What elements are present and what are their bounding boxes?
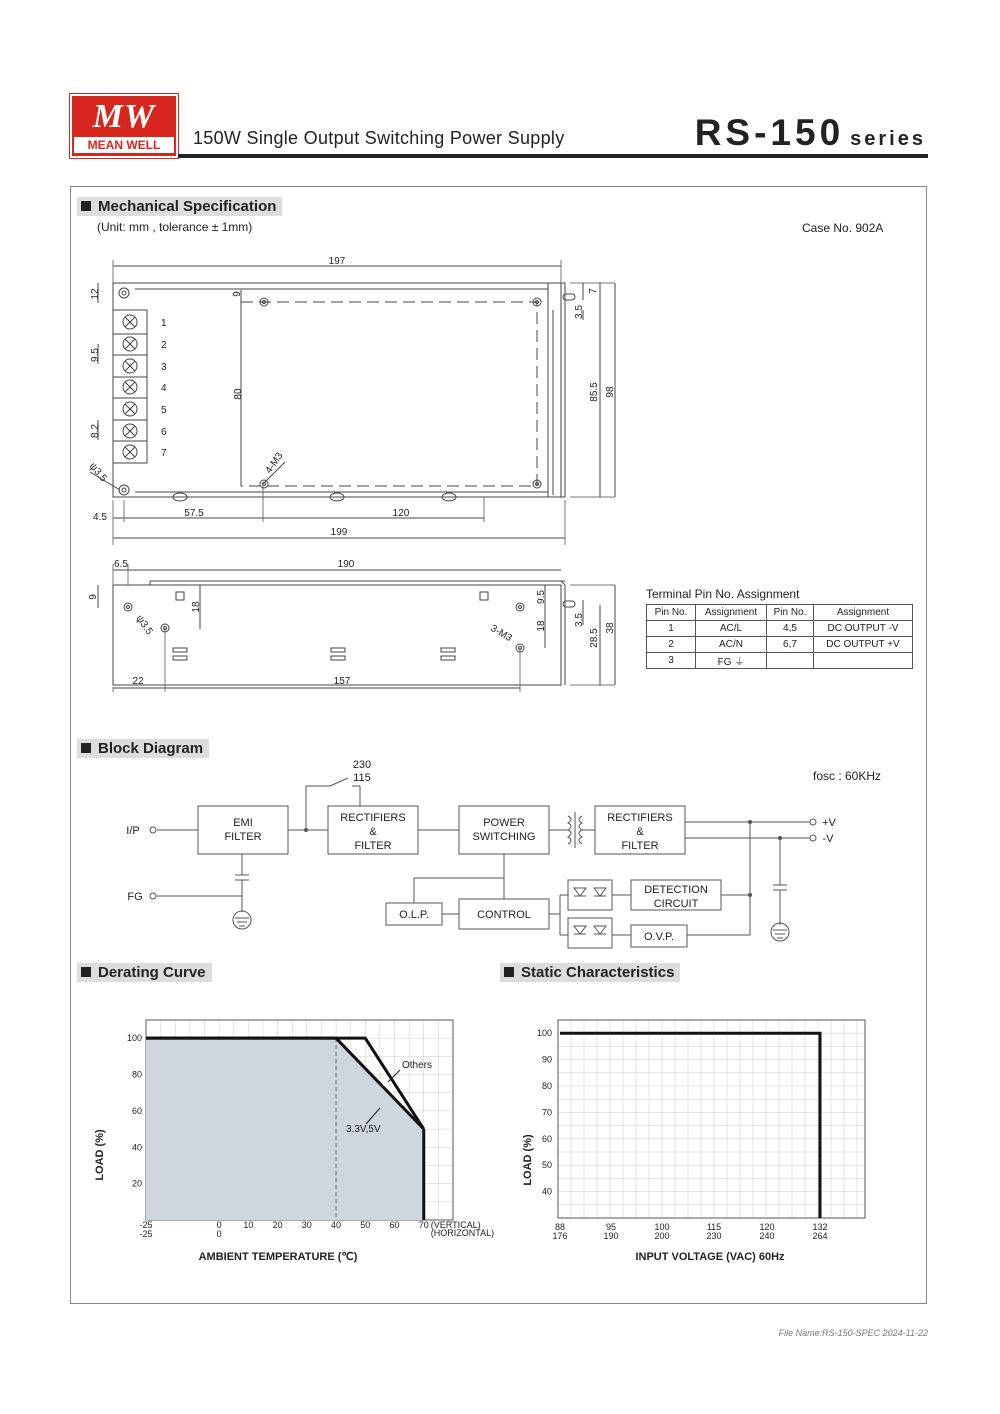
y-tick-label: 80 <box>541 1081 552 1091</box>
rectifier1-line3: FILTER <box>354 840 392 852</box>
table-cell: 4,5 <box>767 621 814 637</box>
dim-side-3-5: 3.5 <box>574 613 585 627</box>
rectifier1-line2: & <box>369 826 377 838</box>
dim-side-28-5: 28.5 <box>589 628 600 648</box>
side-screw-spec: 3-M3 <box>488 623 514 644</box>
screw-spec: 4-M3 <box>263 450 286 476</box>
dim-9: 9 <box>232 291 243 297</box>
x-tick-label-bottom: 230 <box>706 1231 722 1241</box>
terminal-1: 1 <box>161 318 167 329</box>
case-number: Case No. 902A <box>802 221 884 235</box>
switch-115: 115 <box>353 772 371 784</box>
unit-note: (Unit: mm , tolerance ± 1mm) <box>97 220 253 234</box>
olp-label: O.L.P. <box>399 909 429 921</box>
emi-filter-line1: EMI <box>233 817 253 829</box>
table-cell: AC/N <box>696 637 767 653</box>
file-name-footer: File Name:RS-150-SPEC 2024-11-22 <box>778 1328 928 1338</box>
terminal-5: 5 <box>161 405 167 416</box>
pin-table-title: Terminal Pin No. Assignment <box>646 587 800 601</box>
table-header-row <box>647 605 913 621</box>
table-cell <box>814 653 913 669</box>
pin-assignment-table <box>646 604 913 669</box>
oscillator-frequency: fosc : 60KHz <box>813 769 882 783</box>
dim-157: 157 <box>333 676 351 687</box>
table-cell: FG ⏚ <box>696 653 767 669</box>
logo-symbol: MW <box>92 98 156 135</box>
dim-80: 80 <box>233 388 244 400</box>
section-square-icon <box>504 967 514 977</box>
x-tick-label: 30 <box>301 1220 312 1230</box>
section-square-icon <box>81 967 91 977</box>
logo-text: MEAN WELL <box>74 137 174 153</box>
table-header: Assignment <box>696 605 767 621</box>
x-tick-label-bottom: 176 <box>552 1231 568 1241</box>
x-tick-label: 60 <box>389 1220 400 1230</box>
dim-85-5: 85.5 <box>589 382 600 402</box>
dim-199: 199 <box>330 527 348 538</box>
annotation-33v5v: 3.3V,5V <box>346 1124 381 1135</box>
terminal-3: 3 <box>161 362 167 373</box>
x-axis-label: INPUT VOLTAGE (VAC) 60Hz <box>635 1251 785 1263</box>
control-label: CONTROL <box>477 909 531 921</box>
dim-98: 98 <box>605 386 616 398</box>
x-tick-label-bottom: 240 <box>759 1231 775 1241</box>
table-cell: 2 <box>647 637 696 653</box>
dim-9-5: 9.5 <box>90 348 101 362</box>
detection-line1: DETECTION <box>644 884 708 896</box>
table-cell: DC OUTPUT +V <box>814 637 913 653</box>
ovp-label: O.V.P. <box>644 931 674 943</box>
dim-12: 12 <box>90 288 101 300</box>
series-label: series <box>850 128 926 150</box>
x-tick-label: 20 <box>272 1220 283 1230</box>
derating-chart <box>0 1000 500 1280</box>
dim-190: 190 <box>337 559 355 570</box>
dim-8-2: 8.2 <box>90 424 101 438</box>
table-header: Pin No. <box>647 605 696 621</box>
table-cell: DC OUTPUT -V <box>814 621 913 637</box>
static-section-title <box>500 963 680 982</box>
derating-section-title <box>77 963 212 982</box>
dim-120: 120 <box>392 508 410 519</box>
x-tick-label: 88 <box>554 1222 566 1232</box>
rectifier2-line3: FILTER <box>621 840 659 852</box>
block-diagram-title-text: Block Diagram <box>98 740 204 757</box>
terminal-7: 7 <box>161 448 167 459</box>
dim-side-18a: 18 <box>191 601 202 613</box>
side-hole-diameter: ψ3.5 <box>133 613 155 637</box>
y-tick-label: 70 <box>541 1107 552 1118</box>
y-tick-label: 60 <box>541 1133 552 1144</box>
rectifier2-line2: & <box>636 826 644 838</box>
x-tick-label: 10 <box>243 1220 254 1230</box>
y-axis-label: LOAD (%) <box>94 1129 106 1181</box>
table-row <box>647 637 913 653</box>
x-tick-label: 70 <box>418 1220 429 1230</box>
top-view-drawing <box>0 0 1000 560</box>
dim-6-5: 6.5 <box>114 559 128 570</box>
dim-side-18b: 18 <box>536 620 547 632</box>
y-tick-label: 100 <box>536 1028 552 1039</box>
power-switching-line1: POWER <box>483 817 525 829</box>
emi-filter-line2: FILTER <box>224 831 262 843</box>
x-tick-label: 120 <box>759 1222 775 1232</box>
x-tick-label: 115 <box>706 1222 722 1232</box>
y-tick-label: 90 <box>541 1054 552 1065</box>
table-row <box>647 653 913 669</box>
dim-4-5: 4.5 <box>93 512 107 523</box>
y-tick-label: 20 <box>131 1178 142 1189</box>
terminal-6: 6 <box>161 427 167 438</box>
x-tick-label-bottom: 200 <box>654 1231 670 1241</box>
dim-57-5: 57.5 <box>184 508 204 519</box>
terminal-2: 2 <box>161 340 167 351</box>
dim-7: 7 <box>588 288 599 294</box>
y-tick-label: 100 <box>126 1033 142 1044</box>
hole-diameter: ψ3.5 <box>86 460 109 485</box>
dim-side-38: 38 <box>605 622 616 634</box>
side-view-drawing <box>0 550 640 700</box>
terminal-4: 4 <box>161 383 167 394</box>
static-chart <box>500 1000 920 1280</box>
detection-line2: CIRCUIT <box>653 898 699 910</box>
y-tick-label: 60 <box>131 1105 142 1116</box>
x-tick-label: 50 <box>360 1220 371 1230</box>
x-tick-label: 100 <box>654 1222 670 1232</box>
fg-label: FG <box>127 891 143 903</box>
x-tick-label-bottom: 264 <box>812 1231 828 1241</box>
x-axis-note: (VERTICAL) <box>430 1220 481 1230</box>
input-label: I/P <box>126 825 140 837</box>
x-tick-label: 0 <box>216 1220 222 1230</box>
minus-v-label: -V <box>822 833 834 845</box>
x-tick-label: 132 <box>812 1222 828 1232</box>
table-cell: AC/L <box>696 621 767 637</box>
rectifier1-line1: RECTIFIERS <box>340 812 406 824</box>
static-title-text: Static Characteristics <box>521 964 675 981</box>
plus-v-label: +V <box>822 817 836 829</box>
annotation-others: Others <box>402 1060 433 1071</box>
switch-230: 230 <box>352 759 372 771</box>
y-axis-label: LOAD (%) <box>522 1134 534 1186</box>
x-axis-label: AMBIENT TEMPERATURE (℃) <box>198 1251 358 1263</box>
dim-197: 197 <box>328 256 346 267</box>
block-diagram <box>0 750 1000 960</box>
model-name: RS-150 <box>694 112 845 153</box>
derating-title-text: Derating Curve <box>98 964 206 981</box>
x-tick-label-bottom: 190 <box>603 1231 619 1241</box>
x-tick-label: 40 <box>331 1220 342 1230</box>
table-cell <box>767 653 814 669</box>
dim-side-9-5: 9.5 <box>536 590 547 604</box>
table-cell: 1 <box>647 621 696 637</box>
y-tick-label: 40 <box>131 1142 142 1153</box>
x-tick-label: 95 <box>605 1222 617 1232</box>
rectifier2-line1: RECTIFIERS <box>607 812 673 824</box>
y-tick-label: 40 <box>541 1186 552 1197</box>
mechanical-title-text: Mechanical Specification <box>98 198 277 215</box>
dim-side-9: 9 <box>88 594 99 600</box>
x-tick-label-horizontal: 0 <box>216 1229 222 1239</box>
y-tick-label: 50 <box>541 1160 552 1171</box>
table-header: Assignment <box>814 605 913 621</box>
dim-3-5: 3.5 <box>574 305 585 319</box>
x-axis-note: (HORIZONTAL) <box>430 1228 495 1238</box>
x-tick-label-horizontal: -25 <box>139 1229 153 1239</box>
x-tick-label: -25 <box>139 1220 153 1230</box>
table-cell: 3 <box>647 653 696 669</box>
table-row <box>647 621 913 637</box>
dim-22: 22 <box>132 676 144 687</box>
table-cell: 6,7 <box>767 637 814 653</box>
y-tick-label: 80 <box>131 1069 142 1080</box>
power-switching-line2: SWITCHING <box>472 831 536 843</box>
page-subtitle: 150W Single Output Switching Power Supply <box>193 128 565 148</box>
table-header: Pin No. <box>767 605 814 621</box>
